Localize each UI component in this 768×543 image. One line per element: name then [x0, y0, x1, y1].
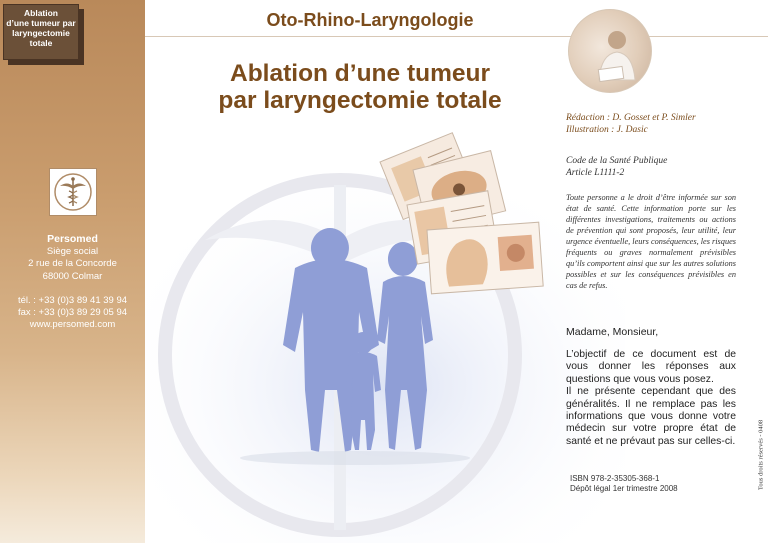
- header-divider: [145, 36, 768, 37]
- illustration-credit: Illustration : J. Dasic: [566, 125, 648, 135]
- tag-line: Ablation: [24, 8, 58, 18]
- tag-line: totale: [29, 38, 53, 48]
- publisher-fax: fax : +33 (0)3 89 29 05 94: [17, 307, 128, 319]
- publisher-street: 2 rue de la Concorde: [28, 258, 117, 270]
- letter-paragraph: Il ne présente cependant que des généralités. Il ne remplace pas les informations que vous donne votre médecin sur votre propre état de santé et ne prévaut pas sur celles-ci.: [566, 386, 736, 447]
- credits: [566, 112, 756, 136]
- publisher-phone: tél. : +33 (0)3 89 41 39 94: [17, 294, 128, 306]
- letter-greeting: Madame, Monsieur,: [566, 326, 659, 338]
- specialty-title: Oto-Rhino-Laryngologie: [266, 10, 474, 30]
- title-line: par laryngectomie totale: [218, 87, 502, 114]
- legal-deposit: Dépôt légal 1er trimestre 2008: [570, 484, 678, 493]
- isbn: ISBN 978-2-35305-368-1: [570, 474, 660, 483]
- brochure-tag: [3, 4, 79, 60]
- doctor-photo-icon: [569, 10, 651, 92]
- caduceus-logo: [49, 168, 97, 216]
- letter-paragraph: L’objectif de ce document est de vous donner les réponses aux questions que vous vous posez.: [566, 349, 736, 385]
- sidebar: [0, 0, 145, 543]
- publisher-website[interactable]: www.persomed.com: [29, 319, 116, 331]
- publisher-city: 68000 Colmar: [42, 270, 103, 282]
- code-title: Code de la Santé Publique: [566, 156, 668, 166]
- doctor-consultation-photo: [568, 9, 652, 93]
- ground-shadow: [240, 451, 470, 465]
- family-illustration: [145, 90, 625, 543]
- tag-line: laryngectomie: [12, 28, 70, 38]
- publisher-office: Siège social: [46, 246, 99, 258]
- legal-reference: [566, 156, 746, 179]
- redaction-credit: Rédaction : D. Gosset et P. Simler: [566, 113, 696, 123]
- title-line: Ablation d’une tumeur: [230, 60, 490, 87]
- caduceus-icon: [50, 169, 96, 215]
- publication-info: [570, 474, 678, 494]
- rights-reserved-vertical: Tous droits réservés - 0408: [757, 419, 765, 491]
- publisher-name: Persomed: [47, 233, 98, 245]
- patient-rights-text: Toute personne a le droit d’être informée sur son état de santé. Cette information porte sur les différentes investigations, traitements ou actions de prévention qui sont proposés, leur utilité, leur urgence éventuelle, leurs conséquences, les risques fréquents ou graves normalement prévisibles qu’ils comportent ainsi que sur les autres solutions possibles et sur les conséquences prévisibles en cas de refus.: [566, 193, 736, 290]
- tag-line: d’une tumeur par: [6, 18, 76, 28]
- letter-body: [566, 349, 736, 448]
- code-article: Article L1111-2: [566, 167, 625, 178]
- publisher-block: [0, 233, 145, 331]
